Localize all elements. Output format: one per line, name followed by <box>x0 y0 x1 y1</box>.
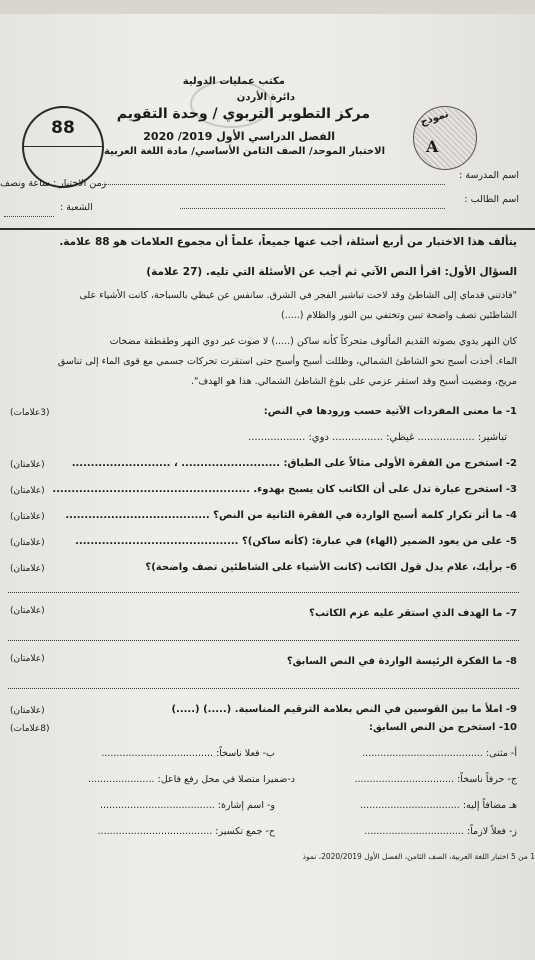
extract-item[interactable]: ز- فعلاً لازماً: ................................. <box>364 826 517 837</box>
semester-text: الفصل الدراسي الأول 2019/ 2020 <box>143 130 335 143</box>
passage-line: "فادتني قدماي إلى الشاطئ وقد لاحت تباشير الفجر في الشرق. سانفس عن غيظي بالسباحة، كانت الأشياء على <box>79 290 517 301</box>
mark-label: (3علامات) <box>10 408 50 418</box>
score-circle <box>22 106 104 188</box>
question-item: 3- استخرج عبارة تدل على أن الكاتب كان يسبح بهدوء. .................................................... <box>52 484 517 495</box>
total-score: 88 <box>51 118 75 138</box>
vocab-answer-line[interactable]: تباشير: .................. غيظي: ................ دوي: .................. <box>248 432 507 443</box>
mark-label: (8علامات) <box>10 724 50 734</box>
page-footer: 1 من 5 اختبار اللغة العربية، الصف الثامن، الفصل الأول 2020/2019، نموذ <box>302 852 535 861</box>
mark-label: (علامتان) <box>10 706 45 716</box>
answer-line[interactable] <box>8 640 519 641</box>
passage-line: الشاطئين تصف واضحة تبين وتختفي بين النور والظلام (.....) <box>280 310 517 321</box>
logo-letter: A <box>426 137 439 156</box>
exam-time-label: زمن الاختبار : ساعة ونصف <box>0 178 107 189</box>
mark-label: (علامتان) <box>10 538 45 548</box>
passage-line: كان النهر يدوي بصوته القديم المألوف متحركاً كأنه ساكن (.....) لا صوت غير دوي النهر وطقطقة مضخات <box>109 336 517 347</box>
center-title: مركز التطوير التربوي / وحدة التقويم <box>116 106 370 122</box>
mark-label: (علامتان) <box>10 486 45 496</box>
student-name-line[interactable] <box>180 208 445 209</box>
exam-instructions: يتألف هذا الاختبار من أربع أسئلة، أجب عنها جميعاً، علماً أن مجموع العلامات هو 88 علامة. <box>59 236 517 248</box>
section-line[interactable] <box>4 216 54 217</box>
exam-page <box>0 14 535 960</box>
student-name-label: اسم الطالب : <box>464 194 519 205</box>
question-item: 10- استخرج من النص السابق: <box>369 722 517 733</box>
section-label: الشعبة : <box>60 202 93 213</box>
question-item: 4- ما أثر تكرار كلمة أسبح الواردة في الفقرة الثانية من النص؟ ...................................... <box>65 510 517 521</box>
mark-label: (علامتان) <box>10 512 45 522</box>
logo-text: نموذج <box>419 108 451 129</box>
extract-item[interactable]: د-ضميرا متصلا في محل رفع فاعل: ...................... <box>88 774 295 785</box>
passage-line: الماء. أخذت أسبح نحو الشاطئ الشمالي، وظللت أسبح وأسبح حتى استقرت تحركات جسمي مع قوى الماء إلى تناسق <box>57 356 517 367</box>
answer-line[interactable] <box>8 688 519 689</box>
school-name-line[interactable] <box>100 184 445 185</box>
answer-line[interactable] <box>8 592 519 593</box>
question-item: 1- ما معنى المفردات الآتية حسب ورودها في النص: <box>263 406 517 417</box>
extract-item[interactable]: أ- مثنى: ........................................ <box>362 748 517 759</box>
extract-item[interactable]: هـ مضافاً إليه: ................................. <box>360 800 517 811</box>
question-1-heading: السؤال الأول: اقرأ النص الآتي ثم أجب عن الأسئلة التي تليه. (27 علامة) <box>146 266 517 278</box>
extract-item[interactable]: ح- جمع تكسير: ...................................... <box>97 826 275 837</box>
question-item: 6- برأيك، علام يدل قول الكاتب (كانت الأشياء على الشاطئين تصف واضحة)؟ <box>145 562 517 573</box>
extract-item[interactable]: و- اسم إشارة: ...................................... <box>99 800 275 811</box>
header-divider <box>0 228 535 230</box>
question-item: 8- ما الفكرة الرئيسة الواردة في النص السابق؟ <box>286 656 517 667</box>
mark-label: (علامتان) <box>10 606 45 616</box>
question-item: 7- ما الهدف الذي استقر عليه عزم الكاتب؟ <box>309 608 517 619</box>
mark-label: (علامتان) <box>10 654 45 664</box>
mark-label: (علامتان) <box>10 564 45 574</box>
passage-line: مريح، ومضيت أسبح وقد استقر عزمي على بلوغ الشاطئ الشمالي. هذا هو الهدف". <box>190 376 517 387</box>
question-item: 5- على من يعود الضمير (الهاء) في عبارة: (كأنه ساكن)؟ ........................................... <box>75 536 517 547</box>
stamp-text: مكتب عمليات الدولية <box>182 76 285 87</box>
question-item: 9- املأ ما بين القوسين في النص بعلامة الترقيم المناسبة. (.....) (.....) <box>171 704 517 715</box>
country-text: دائرة الأردن <box>236 92 295 103</box>
question-item: 2- استخرج من الفقرة الأولى مثالاً على الطباق: .......................... ، .......................... <box>71 458 517 469</box>
exam-model-logo <box>413 106 477 170</box>
score-divider <box>24 146 102 147</box>
mark-label: (علامتان) <box>10 460 45 470</box>
school-name-label: اسم المدرسة : <box>459 170 519 181</box>
exam-title: الاختبار الموحد/ الصف الثامن الأساسي/ مادة اللغة العربية <box>103 146 385 157</box>
extract-item[interactable]: ج- حرفاً ناسخاً: ................................. <box>354 774 517 785</box>
extract-item[interactable]: ب- فعلا ناسخاً: ..................................... <box>101 748 275 759</box>
